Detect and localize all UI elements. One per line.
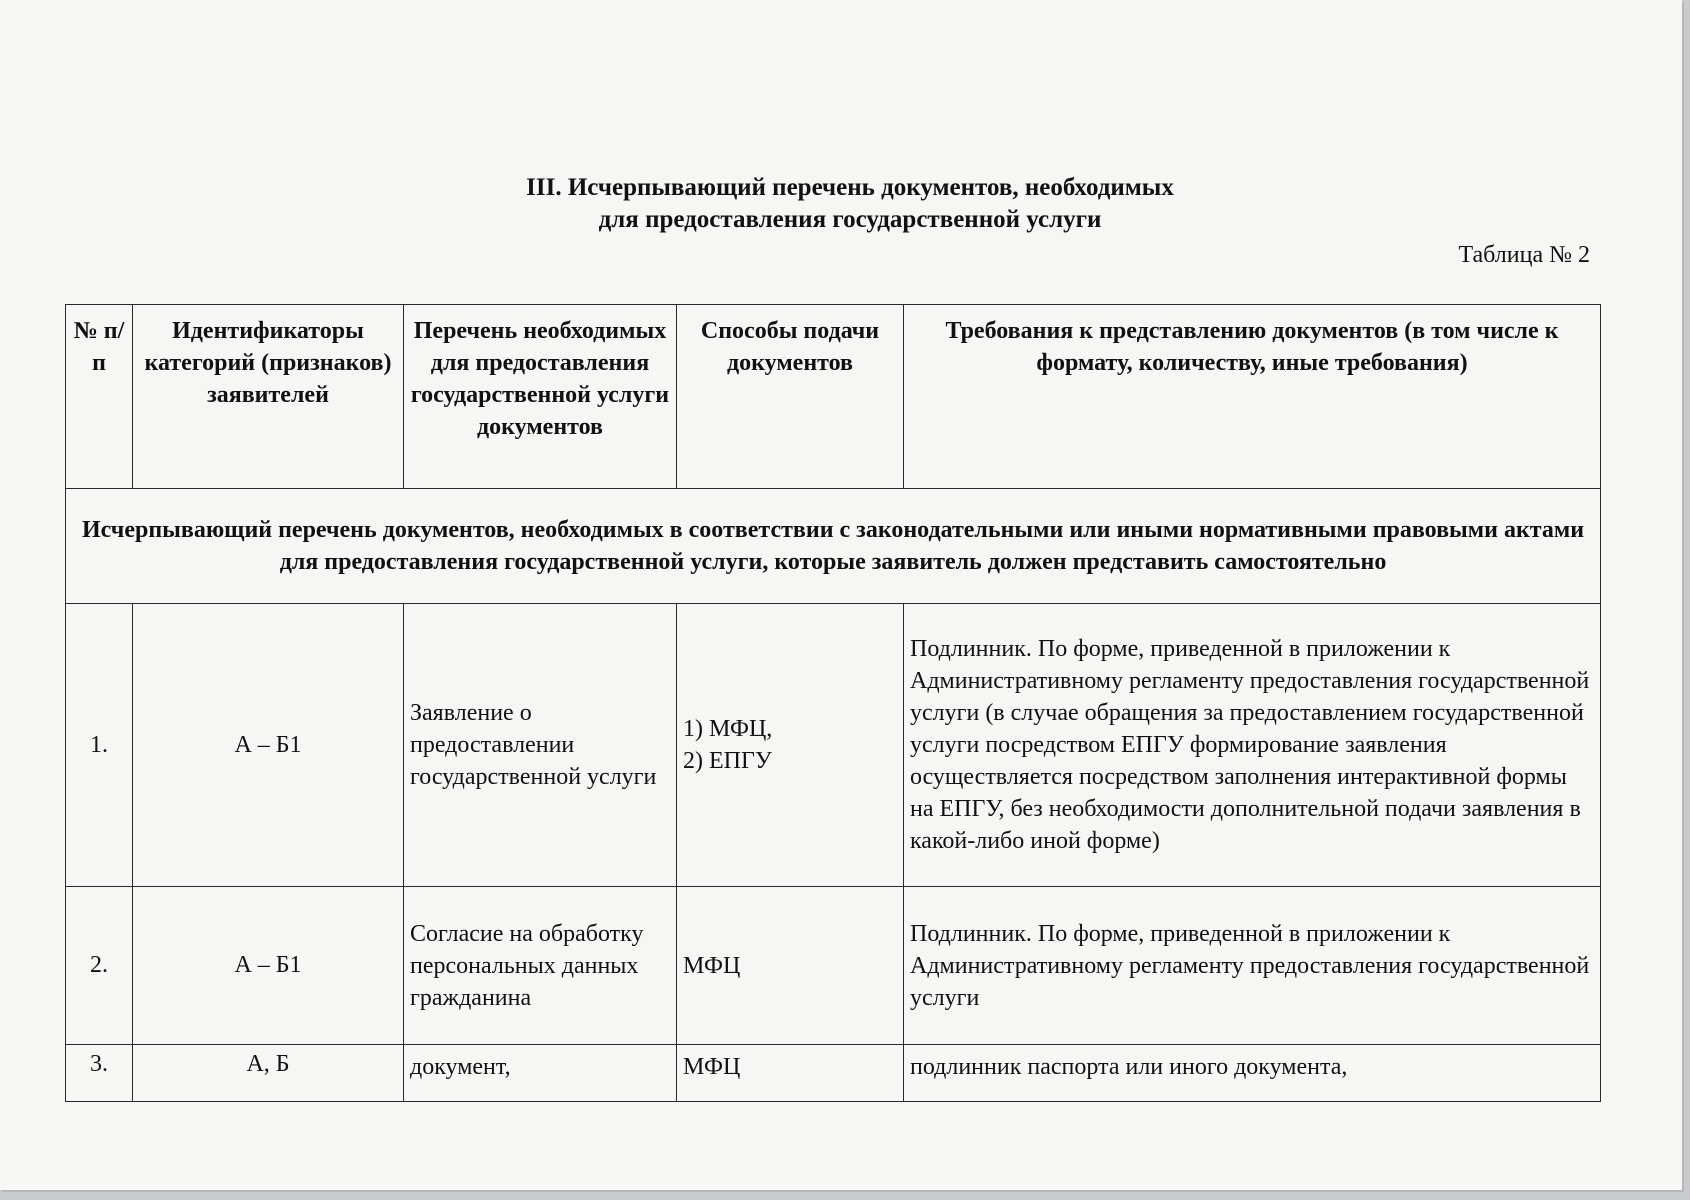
table-section-title: Исчерпывающий перечень документов, необходимых в соответствии с законодательными или иными нормативными правовыми актами для предоставления государственной услуги, которые заявитель должен представить самостоятельно bbox=[66, 489, 1601, 604]
table-section-row bbox=[66, 489, 1601, 604]
row-method: МФЦ bbox=[677, 887, 904, 1045]
column-header-submission-methods: Способы подачи документов bbox=[677, 305, 904, 489]
row-number: 2. bbox=[66, 887, 133, 1045]
row-category: А – Б1 bbox=[133, 604, 404, 887]
column-header-document-list: Перечень необходимых для предоставления государственной услуги документов bbox=[404, 305, 677, 489]
row-category: А – Б1 bbox=[133, 887, 404, 1045]
table-number-label: Таблица № 2 bbox=[1458, 242, 1590, 268]
row-document: Согласие на обработку персональных данных гражданина bbox=[404, 887, 677, 1045]
column-header-applicant-categories: Идентификаторы категорий (признаков) заявителей bbox=[133, 305, 404, 489]
table-row bbox=[66, 604, 1601, 887]
section-heading-line-1: III. Исчерпывающий перечень документов, необходимых bbox=[526, 174, 1174, 201]
table-row bbox=[66, 1045, 1601, 1102]
column-header-requirements: Требования к представлению документов (в том числе к формату, количеству, иные требования) bbox=[904, 305, 1601, 489]
row-requirements: подлинник паспорта или иного документа, bbox=[904, 1045, 1601, 1102]
section-heading-line-2: для предоставления государственной услуги bbox=[598, 206, 1102, 233]
row-category: А, Б bbox=[133, 1045, 404, 1102]
row-requirements: Подлинник. По форме, приведенной в приложении к Административному регламенту предоставления государственной услуги (в случае обращения за предоставлением государственной услуги посредством ЕПГУ формирование заявления осуществляется посредством заполнения интерактивной формы на ЕПГУ, без необходимости дополнительной подачи заявления в какой-либо иной форме) bbox=[904, 604, 1601, 887]
column-header-number: № п/п bbox=[66, 305, 133, 489]
table-row bbox=[66, 887, 1601, 1045]
row-method-line-2: 2) ЕПГУ bbox=[683, 748, 772, 774]
documents-table bbox=[65, 304, 1601, 1102]
section-heading bbox=[0, 172, 1690, 236]
row-document: Заявление о предоставлении государственной услуги bbox=[404, 604, 677, 887]
row-method: МФЦ bbox=[677, 1045, 904, 1102]
row-number: 3. bbox=[66, 1045, 133, 1102]
row-requirements: Подлинник. По форме, приведенной в приложении к Административному регламенту предоставления государственной услуги bbox=[904, 887, 1601, 1045]
table-header-row bbox=[66, 305, 1601, 489]
row-document: документ, bbox=[404, 1045, 677, 1102]
row-method bbox=[677, 604, 904, 887]
row-number: 1. bbox=[66, 604, 133, 887]
row-method-line-1: 1) МФЦ, bbox=[683, 716, 773, 742]
